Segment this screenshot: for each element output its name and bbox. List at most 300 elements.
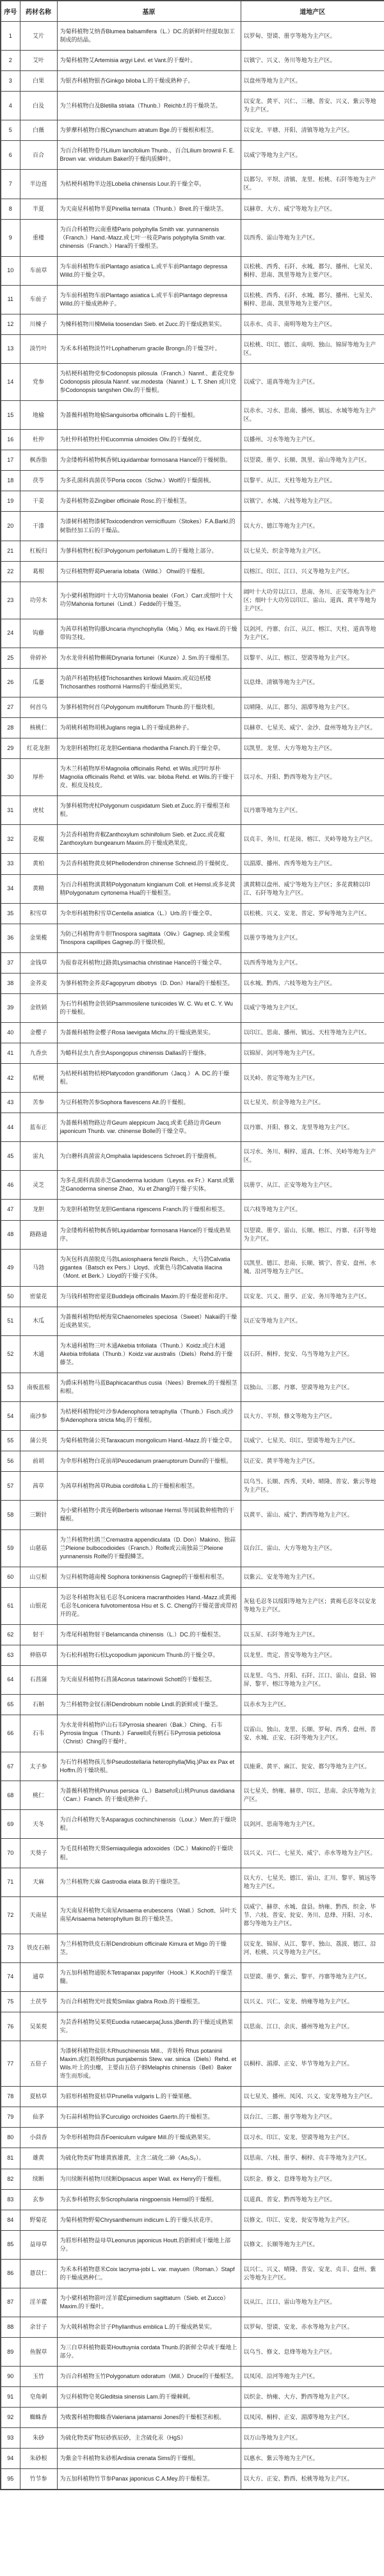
- table-row: [1, 1402, 384, 1431]
- table-row: [1, 2367, 384, 2387]
- table-row: [1, 401, 384, 430]
- table-row: [1, 561, 384, 582]
- cell-herb-name: 杠板归: [20, 541, 57, 561]
- cell-no: 72: [1, 1896, 20, 1934]
- table-row: [1, 1992, 384, 2012]
- cell-no: 51: [1, 1307, 20, 1335]
- cell-herb-name: 石菖蒲: [20, 1665, 57, 1694]
- cell-source: 为多孔菌科真菌茯苓Poria cocos（Schw.）Wolf的干燥菌核。: [57, 471, 241, 491]
- cell-source: 为茜草科植物钩藤Uncaria rhynchophylla（Miq.）Miq. ex Havil.的干燥带钩茎枝。: [57, 619, 241, 648]
- cell-no: 78: [1, 2087, 20, 2107]
- cell-source: 为银杏科植物银杏Ginkgo biloba L.的干燥成熟种子。: [57, 71, 241, 92]
- cell-herb-name: 白薇: [20, 120, 57, 141]
- cell-herb-name: 皂角刺: [20, 2387, 57, 2408]
- cell-source: 为豆科植物苦参Sophora flavescens Ait.的干燥根。: [57, 1093, 241, 1113]
- table-row: [1, 738, 384, 759]
- cell-source: 为芸香科植物青椒Zanthoxylum schinifolium Sieb. et Zucc.或花椒Zanthoxylum bungeanum Maxim.的干燥成熟果皮。: [57, 825, 241, 854]
- cell-no: 48: [1, 1220, 20, 1249]
- cell-region: 以习水、开阳、黔西等地为主产区。: [241, 759, 384, 796]
- cell-herb-name: 虎杖: [20, 796, 57, 825]
- cell-no: 40: [1, 1022, 20, 1043]
- table-row: [1, 1431, 384, 1451]
- cell-herb-name: 瓜蒌: [20, 668, 57, 697]
- table-row: [1, 1752, 384, 1781]
- table-row: [1, 1113, 384, 1142]
- cell-source: 为唇形科植物夏枯草Prunella vulgaris L.的干燥果穗。: [57, 2087, 241, 2107]
- table-row: [1, 512, 384, 541]
- cell-no: 33: [1, 854, 20, 874]
- cell-no: 15: [1, 401, 20, 430]
- cell-no: 9: [1, 219, 20, 256]
- cell-herb-name: 续断: [20, 2169, 57, 2189]
- table-row: [1, 668, 384, 697]
- cell-no: 84: [1, 2210, 20, 2230]
- cell-no: 88: [1, 2317, 20, 2337]
- cell-source: 为石竹科植物金铁锁Psammosilene tunicoides W. C. Wu et C. Y. Wu的干燥根。: [57, 993, 241, 1022]
- cell-no: 69: [1, 1810, 20, 1839]
- cell-no: 30: [1, 759, 20, 796]
- table-row: [1, 199, 384, 219]
- cell-herb-name: 白果: [20, 71, 57, 92]
- cell-herb-name: 射干: [20, 1624, 57, 1645]
- cell-no: 20: [1, 512, 20, 541]
- cell-source: 为伞形科植物积雪草Centella asiatica（L.）Urb.的干燥全草。: [57, 903, 241, 924]
- table-row: [1, 1896, 384, 1934]
- cell-no: 49: [1, 1249, 20, 1286]
- cell-region: 以镇宁、水城、六枝等地为主产区。: [241, 491, 384, 512]
- cell-region: 以松桃、印江、德江、南明、独山、锦屏等地为主产区。: [241, 334, 384, 363]
- table-row: [1, 471, 384, 491]
- cell-region: 以黎平、从江、榕江、望谟等地为主产区。: [241, 648, 384, 668]
- table-row: [1, 924, 384, 952]
- cell-region: 以册亨等地为主产区。: [241, 924, 384, 952]
- cell-region: 以晴隆、从江、都匀、湄潭等地为主产区。: [241, 697, 384, 718]
- table-row: [1, 51, 384, 71]
- cell-herb-name: 葛根: [20, 561, 57, 582]
- cell-source: 为兰科植物铁皮石斛Dendrobium officinale Kimura et Migo 的干燥茎。: [57, 1934, 241, 1962]
- cell-no: 10: [1, 256, 20, 285]
- cell-region: 以习水、务川、桐梓、道真、仁怀、关岭等地为主产区。: [241, 1142, 384, 1171]
- cell-region: 灰毡毛忍冬以绥阳等地为主产区；黄褐毛忍冬以安龙等地为主产区。: [241, 1587, 384, 1624]
- cell-source: 为胡桃科植物胡桃Juglans regia L.的干燥成熟种子。: [57, 718, 241, 738]
- cell-no: 19: [1, 491, 20, 512]
- cell-no: 28: [1, 718, 20, 738]
- cell-herb-name: 马勃: [20, 1249, 57, 1286]
- table-row: [1, 170, 384, 199]
- table-row: [1, 1472, 384, 1501]
- cell-region: 以台江、雷山、大方等地为主产区。: [241, 1529, 384, 1567]
- cell-region: 以安龙、黄平、兴仁、三穗、普安、兴义、紫云等地为主产区。: [241, 92, 384, 120]
- cell-herb-name: 密蒙花: [20, 1286, 57, 1307]
- cell-herb-name: 党参: [20, 364, 57, 401]
- cell-herb-name: 核桃仁: [20, 718, 57, 738]
- cell-no: 67: [1, 1752, 20, 1781]
- cell-source: 为菊科植物野菊Chrysanthemum indicum L.的干燥头状花序。: [57, 2210, 241, 2230]
- table-row: [1, 120, 384, 141]
- cell-herb-name: 通草: [20, 1962, 57, 1991]
- table-row: [1, 430, 384, 450]
- cell-source: 为车前科植物车前Plantago asiatica L.或平车前Plantago depressa Willd.的干燥全草。: [57, 256, 241, 285]
- cell-no: 24: [1, 619, 20, 648]
- cell-herb-name: 淫羊藿: [20, 2288, 57, 2317]
- cell-region: 以龙里、乌当、开阳、石阡、江口、雷山、盘县、锦屏、黎平、榕江等地为主产区。: [241, 1665, 384, 1694]
- cell-region: 以安龙、平塘、开阳、清镇等地为主产区。: [241, 120, 384, 141]
- cell-no: 64: [1, 1665, 20, 1694]
- cell-herb-name: 九香虫: [20, 1043, 57, 1064]
- cell-source: 为百合科植物滇黄精Polygonatum kingianum Coll. et Hemsl.或多花黄精Polygonatum cyrtonema Hua的干燥根茎。: [57, 874, 241, 903]
- cell-source: 为天南星科植物半夏Pinellia ternata（Thunb.）Breit.的干燥块茎。: [57, 199, 241, 219]
- cell-no: 43: [1, 1093, 20, 1113]
- table-row: [1, 1064, 384, 1093]
- cell-region: 以凯里、龙里、大方等地为主产区。: [241, 738, 384, 759]
- cell-source: 为水龙骨科植物庐山石韦Pyrrosia sheareri（Bak.）Ching、石韦Pyrrosia lingua（Thunb.）Farwell或有柄石韦Pyrrosia petiolosa（Christ）Ching的干燥叶。: [57, 1715, 241, 1752]
- cell-source: 为毛茛科植物天葵Semiaquilegia adoxoides（DC.）Makino的干燥块根。: [57, 1839, 241, 1868]
- cell-no: 7: [1, 170, 20, 199]
- cell-source: 为蔷薇科植物地榆Sanguisorba officinalis L.的干燥根。: [57, 401, 241, 430]
- cell-herb-name: 朱砂: [20, 2428, 57, 2449]
- cell-source: 为桔梗科植物党参Codonopsis pilosula（Franch.）Nannf.、素花党参Codonopsis pilosula Nannf. var.modesta（Nannf.）L. T. Shen 或川党参Codonopsis tangshen Oliv.的干燥根。: [57, 364, 241, 401]
- table-row: [1, 2148, 384, 2169]
- cell-no: 17: [1, 450, 20, 471]
- cell-herb-name: 功劳木: [20, 582, 57, 619]
- cell-no: 63: [1, 1645, 20, 1665]
- cell-no: 81: [1, 2148, 20, 2169]
- table-body: [1, 22, 384, 2490]
- cell-source: 为百合科植物天冬Asparagus cochinchinensis（Lour.）Merr.的干燥块根。: [57, 1810, 241, 1839]
- table-row: [1, 491, 384, 512]
- cell-herb-name: 仙茅: [20, 2107, 57, 2128]
- cell-no: 44: [1, 1113, 20, 1142]
- cell-herb-name: 桃仁: [20, 1781, 57, 1810]
- cell-no: 31: [1, 796, 20, 825]
- cell-source: 为禾本科植物淡竹叶Lophatherum gracile Brongn.的干燥茎叶。: [57, 334, 241, 363]
- cell-herb-name: 雄黄: [20, 2148, 57, 2169]
- table-row: [1, 219, 384, 256]
- cell-herb-name: 枫香脂: [20, 450, 57, 471]
- cell-region: 以剑河、思南等地为主产区。: [241, 1810, 384, 1839]
- cell-herb-name: 土茯苓: [20, 1992, 57, 2012]
- cell-source: 为金缕梅科植物枫香树Liquidambar formosana Hance的干燥成熟果序。: [57, 1220, 241, 1249]
- cell-region: 以织金、修文、息烽等地为主产区。: [241, 2169, 384, 2189]
- cell-no: 35: [1, 903, 20, 924]
- table-row: [1, 1624, 384, 1645]
- cell-region: 以赤水、习水、思南、播州、镇远、水城等地为主产区。: [241, 401, 384, 430]
- cell-region: 以织金、纳雍、大方、黔西等地为主产区。: [241, 2387, 384, 2408]
- table-row: [1, 334, 384, 363]
- cell-region: 以安龙、兴义、册亨、正安、务川等地为主产区。: [241, 1286, 384, 1307]
- cell-herb-name: 朱砂根: [20, 2449, 57, 2469]
- cell-no: 60: [1, 1567, 20, 1587]
- cell-region: 以修文、印江、安龙、瓮安等地为主产区。: [241, 2210, 384, 2230]
- cell-source: 为蓼科植物虎杖Polygonum cuspidatum Sieb.et Zucc.的干燥根茎和根。: [57, 796, 241, 825]
- cell-source: 为大戟科植物余甘子Phyllanthus emblica L.的干燥成熟果实。: [57, 2317, 241, 2337]
- table-row: [1, 1715, 384, 1752]
- table-row: [1, 2408, 384, 2428]
- cell-source: 为蔷薇科植物路边青Geum aleppicum Jacq.或柔毛路边青Geum japonicum Thunb. var. chinense Bolle的干燥全草。: [57, 1113, 241, 1142]
- cell-source: 为忍冬科植物灰毡毛忍冬Lonicera macranthoides Hand.-Mazz.或黄褐毛忍冬Lonicera fulvotomentosa Hsu et S. C. Cheng的干燥花蕾或带初开的花。: [57, 1587, 241, 1624]
- cell-no: 37: [1, 952, 20, 973]
- table-row: [1, 92, 384, 120]
- cell-herb-name: 天南星: [20, 1896, 57, 1934]
- table-row: [1, 541, 384, 561]
- cell-no: 73: [1, 1934, 20, 1962]
- cell-region: 以龙里、贵定、普安等地为主产区。: [241, 1645, 384, 1665]
- cell-source: 为石蒜科植物仙茅Curculigo orchioides Gaertn.的干燥根茎。: [57, 2107, 241, 2128]
- cell-no: 80: [1, 2128, 20, 2148]
- cell-herb-name: 茜草: [20, 1472, 57, 1501]
- cell-source: 为白蘑科真菌雷丸Omphalia lapidescens Schroet.的干燥菌核。: [57, 1142, 241, 1171]
- cell-source: 为小檗科植物箭叶淫羊藿Epimedium sagittaturn（Sieb. et Zucco）Maxim.的干燥叶。: [57, 2288, 241, 2317]
- cell-herb-name: 黄精: [20, 874, 57, 903]
- cell-region: 以大方、七星关、德江、雷山、汇川、黎平、镇远等地为主产区。: [241, 1868, 384, 1896]
- table-row: [1, 759, 384, 796]
- table-row: [1, 314, 384, 334]
- table-row: [1, 2087, 384, 2107]
- cell-region: 以独山、三都、丹寨、望谟等地为主产区。: [241, 1373, 384, 1402]
- cell-herb-name: 天冬: [20, 1810, 57, 1839]
- table-row: [1, 71, 384, 92]
- cell-region: 以兴义、兴仁、七星关、威宁、赤水等地为主产区。: [241, 1839, 384, 1868]
- cell-source: 为灰包科真菌脱皮马勃Lasiosphaera fenzlii Reich.、大马勃Calvatia gigantea（Batsch ex Pers.）Lloyd、或紫色马勃Calvatia lilacina（Mont. et Berk.）Lloyd的干燥子实体。: [57, 1249, 241, 1286]
- cell-region: 以松桃、西秀、石阡、水城、都匀、播州、七星关、桐梓、思南、凯里等地为主要产区。: [241, 285, 384, 314]
- cell-herb-name: 车前草: [20, 256, 57, 285]
- cell-region: 滇黄精以盘州、威宁等地为主产区；多花黄精以印江、石阡等地为主产区。: [241, 874, 384, 903]
- cell-herb-name: 黄柏: [20, 854, 57, 874]
- cell-herb-name: 夏枯草: [20, 2087, 57, 2107]
- table-row: [1, 450, 384, 471]
- table-row: [1, 1335, 384, 1373]
- cell-herb-name: 竹节参: [20, 2469, 57, 2490]
- table-row: [1, 718, 384, 738]
- cell-source: 为多孔菌科真菌赤芝Ganoderma lucidum（Leyss. ex Fr.）Karst.或紫芝Ganoderma sinense Zhao，Xu et Zhang的干燥子实体。: [57, 1171, 241, 1200]
- cell-region: 以凤冈、沿河等地为主产区。: [241, 2367, 384, 2387]
- cell-no: 50: [1, 1286, 20, 1307]
- cell-region: 以黎平、从江、天柱等地为主产区。: [241, 471, 384, 491]
- cell-herb-name: 桔梗: [20, 1064, 57, 1093]
- cell-herb-name: 红花龙胆: [20, 738, 57, 759]
- cell-source: 为豆科植物越南槐 Sophora tonkinensis Gagnep的干燥根和根茎。: [57, 1567, 241, 1587]
- table-row: [1, 903, 384, 924]
- cell-region: 以修文、长顺等地为主产区。: [241, 2230, 384, 2259]
- cell-region: 以正安、黄平等地为主产区。: [241, 1451, 384, 1472]
- cell-no: 61: [1, 1587, 20, 1624]
- cell-no: 52: [1, 1335, 20, 1373]
- cell-source: 为蔷薇科植物桃Prunus persica（L.）Batseh或山桃Prunus davidiana（Carr.）Franch. 的干燥成熟种子。: [57, 1781, 241, 1810]
- cell-no: 16: [1, 430, 20, 450]
- cell-no: 71: [1, 1868, 20, 1896]
- cell-herb-name: 伸筋草: [20, 1645, 57, 1665]
- cell-no: 54: [1, 1402, 20, 1431]
- cell-region: 以乌当、长顺、西秀、关岭、晴隆、普安、紫云等地为主产区。: [241, 1472, 384, 1501]
- table-row: [1, 973, 384, 993]
- cell-herb-name: 车前子: [20, 285, 57, 314]
- cell-source: 为石松科植物石松Lycopodium japonicum Thunb.的干燥全草。: [57, 1645, 241, 1665]
- table-row: [1, 874, 384, 903]
- cell-no: 25: [1, 648, 20, 668]
- cell-region: 以道真、普安、黔西等地为主产区。: [241, 2189, 384, 2210]
- table-row: [1, 993, 384, 1022]
- cell-herb-name: 前胡: [20, 1451, 57, 1472]
- table-row: [1, 1043, 384, 1064]
- cell-region: 以凤冈、桐梓、正安、湄潭等地为主产区。: [241, 2408, 384, 2428]
- cell-source: 为萝藦科植物白薇Cynanchum atratum Bge.的干燥根和根茎。: [57, 120, 241, 141]
- cell-herb-name: 余甘子: [20, 2317, 57, 2337]
- table-row: [1, 2230, 384, 2259]
- cell-source: 为禾本科植物薏米Coix lacryma-jobi L. var. mayuen（Roman.）Stapf的干燥成熟种仁。: [57, 2259, 241, 2288]
- cell-region: 以息烽、清镇等地为主产区。: [241, 668, 384, 697]
- table-row: [1, 1695, 384, 1715]
- cell-region: 以罗甸、望谟、安龙、赤水等地为主产区。: [241, 2317, 384, 2337]
- cell-herb-name: 山豆根: [20, 1567, 57, 1587]
- cell-herb-name: 茯苓: [20, 471, 57, 491]
- cell-region: 以万山等地为主产区。: [241, 2428, 384, 2449]
- cell-region: 以紫云、安龙等地为主产区。: [241, 1567, 384, 1587]
- cell-region: 以威宁等地为主产区。: [241, 141, 384, 170]
- cell-region: 以赤水、贞丰、南明等地为主产区。: [241, 314, 384, 334]
- table-row: [1, 141, 384, 170]
- cell-region: 以赫章、大方、威宁等地为主产区。: [241, 199, 384, 219]
- table-row: [1, 1839, 384, 1868]
- cell-no: 39: [1, 993, 20, 1022]
- cell-source: 为姜科植物姜Zingiber officinale Rosc.的干燥根茎。: [57, 491, 241, 512]
- cell-source: 为马钱科植物密蒙花Buddleja officinalis Maxim.的干燥花蕾和花序。: [57, 1286, 241, 1307]
- cell-no: 3: [1, 71, 20, 92]
- cell-source: 为紫金牛科植物朱砂根Ardisia crenata Sims的干燥根。: [57, 2449, 241, 2469]
- cell-source: 为百合科植物光叶菝葜Smilax glabra Roxb.的干燥根茎。: [57, 1992, 241, 2012]
- cell-herb-name: 薏苡仁: [20, 2259, 57, 2288]
- cell-herb-name: 花椒: [20, 825, 57, 854]
- header-no: 序号: [1, 1, 20, 22]
- cell-no: 8: [1, 199, 20, 219]
- cell-source: 为五加科植物通脱木Tetrapanax papyrifer（Hook.）K.Koch的干燥茎髓。: [57, 1962, 241, 1991]
- table-row: [1, 1022, 384, 1043]
- cell-region: 以桐梓、湄潭、正安、毕节等地为主产区。: [241, 2041, 384, 2087]
- cell-no: 21: [1, 541, 20, 561]
- cell-herb-name: 骨碎补: [20, 648, 57, 668]
- cell-source: 为防己科植物青牛胆Tinospora sagittata（Oliv.）Gagnep. 或金果榄Tinospora capillipes Gagnep.的干燥块根。: [57, 924, 241, 952]
- cell-herb-name: 何首乌: [20, 697, 57, 718]
- cell-region: 以六枝等地为主产区。: [241, 1200, 384, 1220]
- cell-source: 为龙胆科植物红花龙胆Gentiana rhodantha Franch.的干燥全草。: [57, 738, 241, 759]
- cell-region: 以都匀、平坝、清镇、龙里、松桃、石阡等地为主产区。: [241, 170, 384, 199]
- header-source: 基原: [57, 1, 241, 22]
- cell-no: 29: [1, 738, 20, 759]
- cell-herb-name: 杜仲: [20, 430, 57, 450]
- cell-no: 85: [1, 2230, 20, 2259]
- cell-region: 以松桃、兴义、安龙、普定、罗甸等地为主产区。: [241, 903, 384, 924]
- cell-no: 6: [1, 141, 20, 170]
- cell-herb-name: 蜘蛛香: [20, 2408, 57, 2428]
- table-row: [1, 1781, 384, 1810]
- cell-herb-name: 艾片: [20, 22, 57, 51]
- cell-source: 为蓼科植物杠板归Polygonum perfoliatum L.的干燥地上部分。: [57, 541, 241, 561]
- table-row: [1, 1962, 384, 1991]
- cell-region: 以兴仁、兴义、晴隆、普安、安龙、贞丰、盘州、紫云等地为主产区。: [241, 2259, 384, 2288]
- cell-source: 为桔梗科植物桔梗Platycodon grandiflorum（Jacq.） A. DC.的干燥根。: [57, 1064, 241, 1093]
- header-row: [1, 1, 384, 22]
- cell-region: 以威宁、赫章、水城、盘县。纳雍、黔西、织金、毕节、六枝、普安、瓮安、务川、息烽、开阳、习水、都匀等地为主产区。: [241, 1896, 384, 1934]
- table-row: [1, 1249, 384, 1286]
- cell-source: 为报春花科植物过路黄Lysimachia christinae Hance的干燥全草。: [57, 952, 241, 973]
- cell-source: 为杜仲科植物杜仲Eucommia ulmoides Oliv.的干燥树皮。: [57, 430, 241, 450]
- cell-no: 26: [1, 668, 20, 697]
- cell-source: 为兰科植物金钗石斛Dendrobium nobile Lindl.的新鲜或干燥茎。: [57, 1695, 241, 1715]
- cell-no: 34: [1, 874, 20, 903]
- cell-source: 为蓼科植物何首乌Polygonum multiflorum Thunb.的干燥块根。: [57, 697, 241, 718]
- cell-herb-name: 铁皮石斛: [20, 1934, 57, 1962]
- cell-region: 以关岭、普定等地为主产区。: [241, 1064, 384, 1093]
- cell-no: 74: [1, 1962, 20, 1991]
- cell-region: 以大方、正安、黔西、松桃等地为主产区。: [241, 2469, 384, 2490]
- table-row: [1, 796, 384, 825]
- header-name: 药材名称: [20, 1, 57, 22]
- cell-region: 以七星关、播州、凤冈、兴义、安龙等地为主产区。: [241, 2087, 384, 2107]
- cell-source: 为龙胆科植物坚龙胆Gentiana rigescens Franch.的干燥根和根茎。: [57, 1200, 241, 1220]
- cell-region: 以册亨、从江、正安等地为主产区。: [241, 1171, 384, 1200]
- cell-region: 以镇宁、兴义、务川等地为主产区。: [241, 51, 384, 71]
- cell-no: 42: [1, 1064, 20, 1093]
- cell-herb-name: 地榆: [20, 401, 57, 430]
- table-row: [1, 1501, 384, 1529]
- cell-region: 以习水、印江、安龙、望谟等地为主产区。: [241, 2128, 384, 2148]
- cell-source: 为川续断科植物川续断Dipsacus asper Wall. ex Henry的干燥根。: [57, 2169, 241, 2189]
- cell-region: 以剑河、丹寨、台江、从江、榕江、天柱、道真等地为主产区。: [241, 619, 384, 648]
- cell-herb-name: 艾叶: [20, 51, 57, 71]
- cell-no: 41: [1, 1043, 20, 1064]
- table-row: [1, 1373, 384, 1402]
- cell-herb-name: 雷丸: [20, 1142, 57, 1171]
- cell-no: 1: [1, 22, 20, 51]
- cell-region: 以思南、六枝、册亨、桐梓、贞丰等地为主产区。: [241, 2148, 384, 2169]
- table-row: [1, 582, 384, 619]
- table-row: [1, 2210, 384, 2230]
- cell-herb-name: 金樱子: [20, 1022, 57, 1043]
- cell-source: 为漆树科植物盐肤木Rhuschinensis Mill.、青麸杨 Rhus potaninii Maxim.或红麸杨Rhus punjabensis Stew. var. sinica（Diels）Rehd. et Wils.叶上的虫瘿，主要由五倍子蚜Melaphis chinensis（Bell）Baker寄生而形成。: [57, 2041, 241, 2087]
- table-row: [1, 2428, 384, 2449]
- table-row: [1, 2449, 384, 2469]
- table-row: [1, 1200, 384, 1220]
- cell-region: 以思南、江口、余庆、播州等地为主产区。: [241, 2012, 384, 2041]
- cell-region: 以大方、德江等地为主产区。: [241, 512, 384, 541]
- cell-region: 以大方、平坝、修文等地为主产区。: [241, 1402, 384, 1431]
- table-header: [1, 1, 384, 22]
- cell-no: 47: [1, 1200, 20, 1220]
- cell-source: 为菊科植物艾纳香Blumea balsamifera（L.）DC.的新鲜叶经提取加工制成的结晶。: [57, 22, 241, 51]
- table-row: [1, 1307, 384, 1335]
- cell-no: 5: [1, 120, 20, 141]
- cell-region: 以水城、黔西、六枝等地为主产区。: [241, 973, 384, 993]
- cell-source: 为豆科植物皂荚Gleditsia sinensis Lam.的干燥棘刺。: [57, 2387, 241, 2408]
- table-row: [1, 1142, 384, 1171]
- cell-no: 23: [1, 582, 20, 619]
- cell-no: 94: [1, 2449, 20, 2469]
- cell-region: 以正安等地为主产区。: [241, 1307, 384, 1335]
- cell-no: 87: [1, 2288, 20, 2317]
- cell-herb-name: 金果榄: [20, 924, 57, 952]
- cell-no: 22: [1, 561, 20, 582]
- cell-source: 为百合科植物玉竹Polygonatum odoratum（Mill.）Druce的干燥根茎。: [57, 2367, 241, 2387]
- cell-source: 为鸢尾科植物射干Belamcanda chinensis（L.）DC.的干燥根茎。: [57, 1624, 241, 1645]
- cell-region: 以赫章、七星关、威宁、金沙、盘州等地为主产区。: [241, 718, 384, 738]
- cell-source: 为伞形科植物白花前胡Peucedanum praeruptorum Dunn的干燥根。: [57, 1451, 241, 1472]
- cell-region: 以威宁等地为主产区。: [241, 993, 384, 1022]
- cell-source: 为伞形科植物茴香Foeniculum vulgare Mill.的干燥成熟果实。: [57, 2128, 241, 2148]
- cell-no: 12: [1, 314, 20, 334]
- cell-no: 92: [1, 2408, 20, 2428]
- header-region: 道地产区: [241, 1, 384, 22]
- cell-region: 以七星关、织金等地为主产区。: [241, 541, 384, 561]
- cell-source: 为百合科植物云南重楼Paris polyphylla Smith var. yunnanensis（Franch.）Hand.-Mazz.或七叶一枝花Paris polyphylla Smith var. chinensis（Franch.）Hara的干燥根茎。: [57, 219, 241, 256]
